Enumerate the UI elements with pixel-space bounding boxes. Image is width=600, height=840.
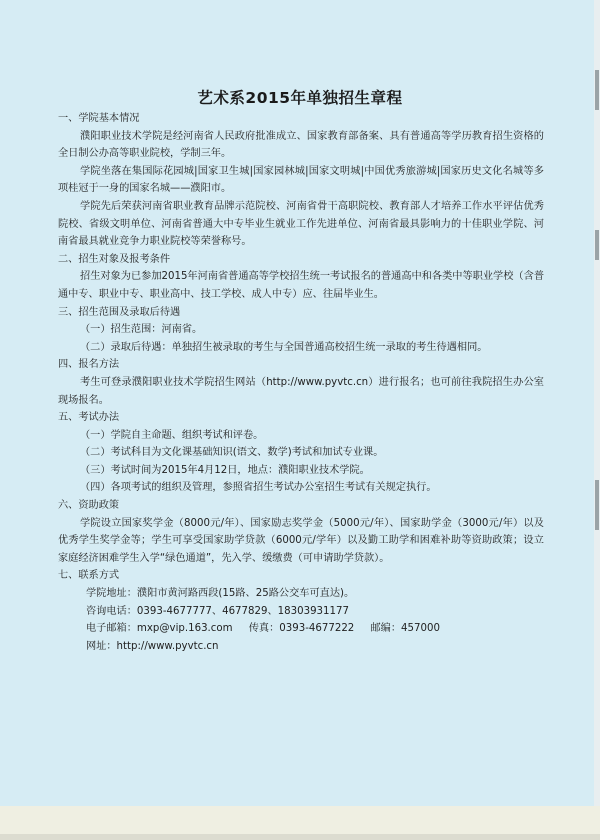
contact-phone: 咨询电话：0393-4677777、4677829、18303931177 xyxy=(86,605,349,617)
list-item: （一）学院自主命题、组织考试和评卷。 xyxy=(80,429,264,441)
paragraph: 学院坐落在集国际花园城|国家卫生城|国家园林城|国家文明城|中国优秀旅游城|国家历史文化名城等多项桂冠于一身的国家名城——濮阳市。 xyxy=(58,165,544,195)
section-heading-4: 四、报名方法 xyxy=(58,359,120,371)
paragraph: 濮阳职业技术学院是经河南省人民政府批准成立、国家教育部备案、具有普通高等学历教育招生资格的全日制公办高等职业院校，学制三年。 xyxy=(58,130,544,160)
list-item: （一）招生范围：河南省。 xyxy=(80,324,203,336)
section-heading-2: 二、招生对象及报考条件 xyxy=(58,253,171,265)
page-edge-strip xyxy=(594,0,600,840)
section-heading-6: 六、资助政策 xyxy=(58,500,120,512)
section-heading-7: 七、联系方式 xyxy=(58,570,120,582)
section-heading-3: 三、招生范围及录取后待遇 xyxy=(58,306,181,318)
paragraph: 招生对象为已参加2015年河南省普通高等学校招生统一考试报名的普通高中和各类中等职业学校（含普通中专、职业中专、职业高中、技工学校、成人中专）应、往届毕业生。 xyxy=(58,271,544,300)
edge-mark xyxy=(595,70,599,110)
list-item: （四）各项考试的组织及管理，参照省招生考试办公室招生考试有关规定执行。 xyxy=(80,482,437,494)
paragraph: 学院设立国家奖学金（8000元/年）、国家励志奖学金（5000元/年）、国家助学金（3000元/年）以及优秀学生奖学金等；学生可享受国家助学贷款（6000元/学年）以及勤工助学和困难补助等资助政策；设立家庭经济困难学生入学“绿色通道”，先入学、缓缴费（可申请助学贷款）。 xyxy=(58,517,544,564)
list-item: （二）录取后待遇：单独招生被录取的考生与全国普通高校招生统一录取的考生待遇相同。 xyxy=(80,341,488,353)
document-title: 艺术系2015年单独招生章程 xyxy=(197,89,403,107)
page-bottom-edge xyxy=(0,834,600,840)
page-bottom-band xyxy=(0,806,600,840)
section-heading-1: 一、学院基本情况 xyxy=(58,113,140,124)
edge-mark xyxy=(595,230,599,260)
contact-address: 学院地址：濮阳市黄河路西段(15路、25路公交车可直达)。 xyxy=(86,588,355,600)
contact-email-fax-zip: 电子邮箱：mxp@vip.163.com 传真：0393-4677222 邮编：457000 xyxy=(86,623,440,635)
edge-mark xyxy=(595,480,599,530)
list-item: （二）考试科目为文化课基础知识(语文、数学)考试和加试专业课。 xyxy=(80,447,384,459)
paragraph: 学院先后荣获河南省职业教育品牌示范院校、河南省骨干高职院校、教育部人才培养工作水平评估优秀院校、省级文明单位、河南省普通大中专毕业生就业工作先进单位、河南省最具影响力的十佳职业学院、河南省最具就业竞争力职业院校等荣誉称号。 xyxy=(58,200,544,248)
contact-website: 网址：http://www.pyvtc.cn xyxy=(86,640,219,652)
list-item: （三）考试时间为2015年4月12日，地点：濮阳职业技术学院。 xyxy=(80,464,370,476)
section-heading-5: 五、考试办法 xyxy=(58,412,120,424)
document-body xyxy=(58,110,544,655)
paragraph: 考生可登录濮阳职业技术学院招生网站（http://www.pyvtc.cn）进行报名；也可前往我院招生办公室现场报名。 xyxy=(58,376,544,406)
